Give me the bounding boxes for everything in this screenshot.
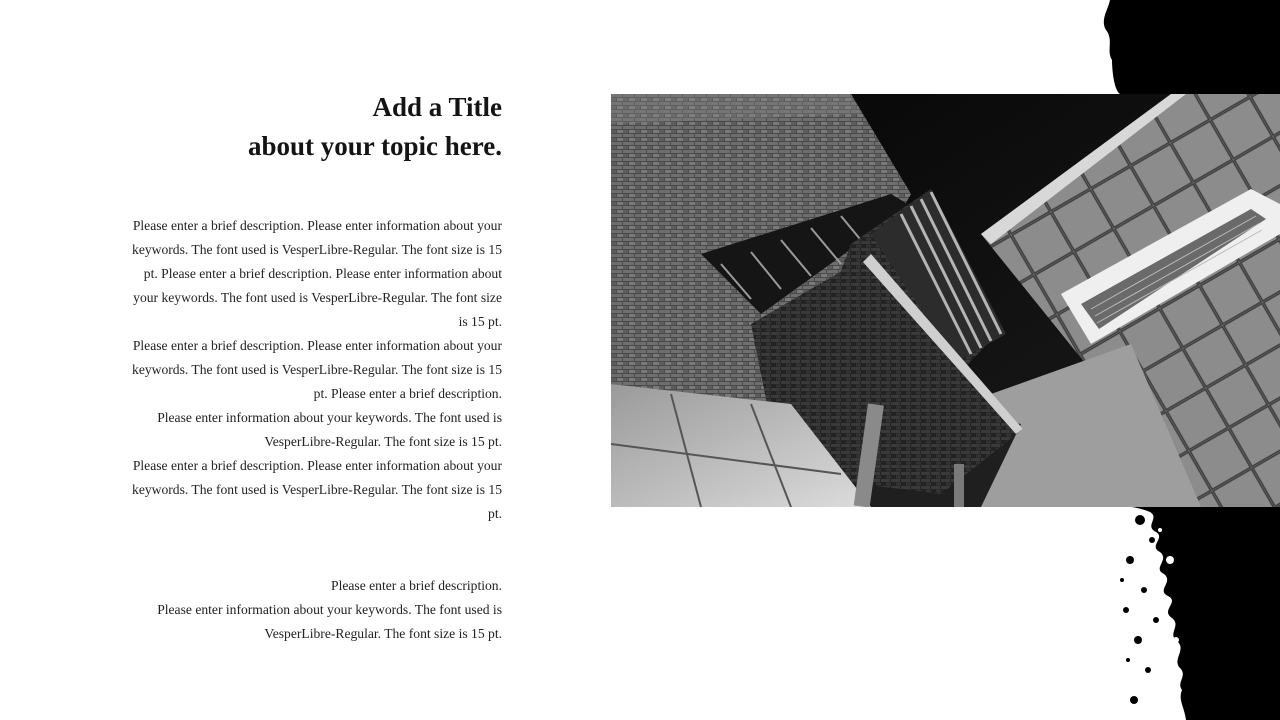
body-paragraph: Please enter a brief description. Please enter information about your keywords. The font used is VesperLibre-Regular. The font size is 15 pt. Please enter a brief description. xyxy=(132,338,502,401)
slide-title xyxy=(82,88,502,166)
body-paragraph: Please enter information about your keywords. The font used is VesperLibre-Regular. The font size is 15 pt. xyxy=(157,410,502,449)
footer-text xyxy=(122,574,502,646)
title-line-2: about your topic here. xyxy=(247,131,502,161)
body-paragraph: Please enter a brief description. Please enter information about your keywords. The font used is VesperLibre-Regular. The font size is 15 pt. xyxy=(132,458,502,521)
title-line-1: Add a Title xyxy=(372,92,502,122)
building-photo xyxy=(611,94,1280,507)
body-text xyxy=(122,214,502,526)
footer-paragraph: Please enter a brief description. xyxy=(331,578,502,593)
footer-paragraph: Please enter information about your keywords. The font used is VesperLibre-Regular. The font size is 15 pt. xyxy=(157,602,502,641)
body-paragraph: Please enter a brief description. Please enter information about your keywords. The font used is VesperLibre-Regular. The font size is 15 pt. Please enter a brief description. Please enter information about your keywords. The font used is VesperLibre-Regular. The font size is 15 pt. xyxy=(132,218,502,329)
